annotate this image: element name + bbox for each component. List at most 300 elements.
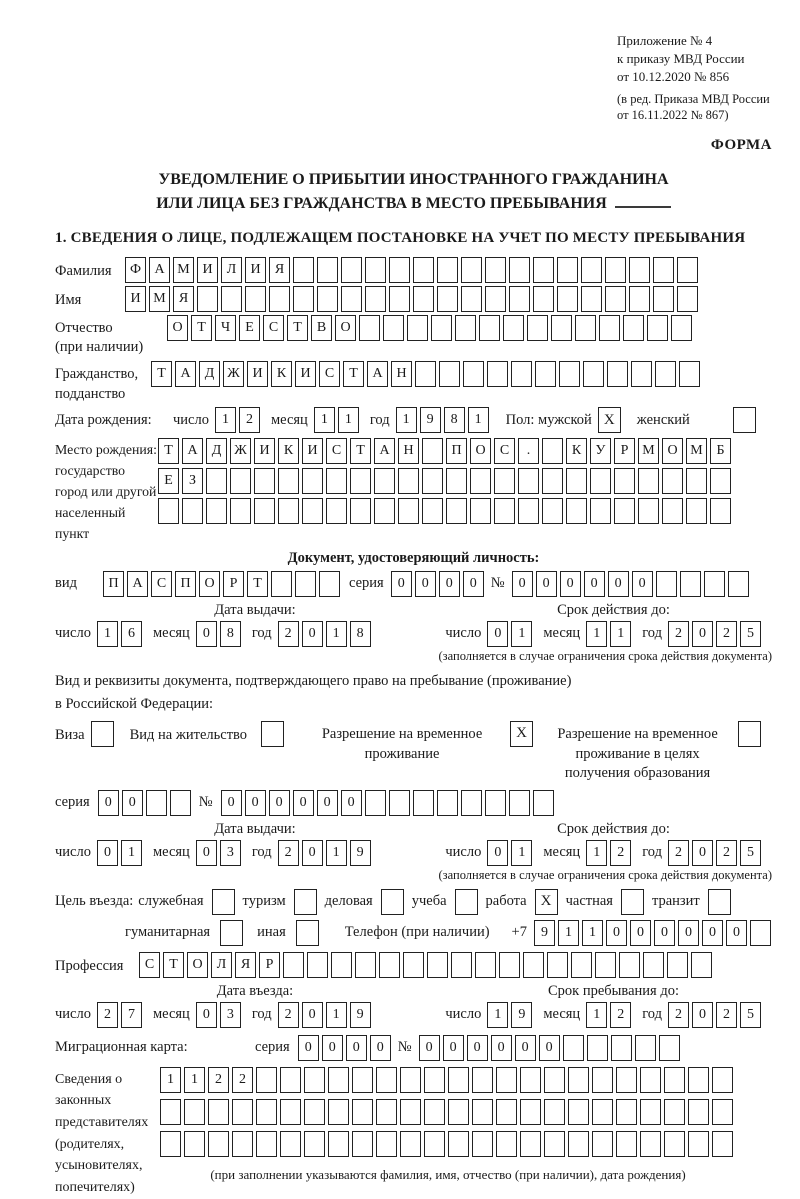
char-box[interactable]: 0 — [487, 840, 508, 866]
char-box[interactable]: 5 — [740, 1002, 761, 1028]
char-box[interactable]: 9 — [420, 407, 441, 433]
char-box[interactable] — [413, 790, 434, 816]
char-box[interactable]: 0 — [122, 790, 143, 816]
char-box[interactable] — [704, 571, 725, 597]
purpose-study-checkbox[interactable] — [455, 889, 478, 915]
char-box[interactable]: Ж — [223, 361, 244, 387]
char-box[interactable]: П — [103, 571, 124, 597]
char-box[interactable]: 0 — [302, 840, 323, 866]
char-box[interactable] — [206, 498, 227, 524]
char-box[interactable] — [520, 1067, 541, 1093]
char-box[interactable]: 2 — [278, 621, 299, 647]
char-box[interactable] — [448, 1067, 469, 1093]
char-box[interactable]: А — [175, 361, 196, 387]
char-box[interactable] — [146, 790, 167, 816]
char-box[interactable] — [680, 571, 701, 597]
char-box[interactable] — [599, 315, 620, 341]
char-box[interactable] — [230, 468, 251, 494]
char-box[interactable]: 0 — [726, 920, 747, 946]
char-box[interactable] — [664, 1131, 685, 1157]
purpose-other-checkbox[interactable] — [296, 920, 319, 946]
char-box[interactable] — [595, 952, 616, 978]
char-box[interactable] — [350, 498, 371, 524]
char-box[interactable] — [365, 286, 386, 312]
char-box[interactable]: 0 — [439, 571, 460, 597]
char-box[interactable]: 2 — [208, 1067, 229, 1093]
char-box[interactable]: 1 — [326, 1002, 347, 1028]
char-box[interactable] — [446, 468, 467, 494]
char-box[interactable] — [389, 790, 410, 816]
char-box[interactable]: С — [494, 438, 515, 464]
char-box[interactable]: П — [175, 571, 196, 597]
char-box[interactable]: В — [311, 315, 332, 341]
char-box[interactable]: И — [125, 286, 146, 312]
char-box[interactable]: 0 — [702, 920, 723, 946]
char-box[interactable] — [160, 1099, 181, 1125]
char-box[interactable] — [662, 468, 683, 494]
char-box[interactable] — [487, 361, 508, 387]
char-box[interactable]: 0 — [98, 790, 119, 816]
char-box[interactable] — [623, 315, 644, 341]
char-box[interactable] — [359, 315, 380, 341]
char-box[interactable] — [283, 952, 304, 978]
char-box[interactable]: 0 — [391, 571, 412, 597]
char-box[interactable]: 0 — [293, 790, 314, 816]
char-box[interactable]: Д — [199, 361, 220, 387]
char-box[interactable] — [331, 952, 352, 978]
char-box[interactable]: Т — [158, 438, 179, 464]
char-box[interactable] — [691, 952, 712, 978]
char-box[interactable]: Т — [163, 952, 184, 978]
char-box[interactable] — [575, 315, 596, 341]
char-box[interactable] — [383, 315, 404, 341]
char-box[interactable] — [422, 498, 443, 524]
char-box[interactable]: 5 — [740, 840, 761, 866]
sex-female-checkbox[interactable] — [733, 407, 756, 433]
char-box[interactable]: 0 — [322, 1035, 343, 1061]
char-box[interactable]: А — [374, 438, 395, 464]
char-box[interactable] — [607, 361, 628, 387]
char-box[interactable]: С — [151, 571, 172, 597]
char-box[interactable] — [509, 286, 530, 312]
char-box[interactable] — [350, 468, 371, 494]
char-box[interactable] — [640, 1131, 661, 1157]
char-box[interactable] — [446, 498, 467, 524]
char-box[interactable] — [256, 1067, 277, 1093]
char-box[interactable] — [374, 498, 395, 524]
char-box[interactable] — [616, 1067, 637, 1093]
char-box[interactable] — [712, 1067, 733, 1093]
char-box[interactable]: 2 — [278, 840, 299, 866]
char-box[interactable] — [352, 1067, 373, 1093]
char-box[interactable] — [379, 952, 400, 978]
char-box[interactable]: О — [662, 438, 683, 464]
char-box[interactable] — [326, 468, 347, 494]
char-box[interactable] — [557, 257, 578, 283]
char-box[interactable]: 0 — [463, 571, 484, 597]
purpose-humanitarian-checkbox[interactable] — [220, 920, 243, 946]
char-box[interactable]: 1 — [160, 1067, 181, 1093]
char-box[interactable] — [647, 315, 668, 341]
char-box[interactable]: 0 — [692, 1002, 713, 1028]
char-box[interactable]: 2 — [668, 840, 689, 866]
char-box[interactable] — [422, 468, 443, 494]
char-box[interactable]: Т — [247, 571, 268, 597]
char-box[interactable]: 9 — [534, 920, 555, 946]
char-box[interactable] — [667, 952, 688, 978]
char-box[interactable]: 9 — [350, 1002, 371, 1028]
char-box[interactable]: 1 — [558, 920, 579, 946]
char-box[interactable] — [184, 1099, 205, 1125]
char-box[interactable] — [160, 1131, 181, 1157]
char-box[interactable]: 1 — [314, 407, 335, 433]
purpose-business-checkbox[interactable] — [381, 889, 404, 915]
char-box[interactable] — [170, 790, 191, 816]
char-box[interactable] — [475, 952, 496, 978]
char-box[interactable]: И — [247, 361, 268, 387]
char-box[interactable]: О — [167, 315, 188, 341]
char-box[interactable]: М — [149, 286, 170, 312]
char-box[interactable] — [319, 571, 340, 597]
char-box[interactable] — [448, 1131, 469, 1157]
char-box[interactable] — [278, 468, 299, 494]
char-box[interactable]: 0 — [196, 1002, 217, 1028]
char-box[interactable]: 0 — [512, 571, 533, 597]
char-box[interactable]: 0 — [539, 1035, 560, 1061]
char-box[interactable] — [293, 286, 314, 312]
char-box[interactable] — [221, 286, 242, 312]
char-box[interactable] — [437, 257, 458, 283]
char-box[interactable] — [424, 1099, 445, 1125]
char-box[interactable] — [638, 468, 659, 494]
char-box[interactable] — [479, 315, 500, 341]
char-box[interactable] — [533, 257, 554, 283]
char-box[interactable] — [208, 1131, 229, 1157]
char-box[interactable]: Н — [391, 361, 412, 387]
char-box[interactable]: 0 — [608, 571, 629, 597]
char-box[interactable]: Ж — [230, 438, 251, 464]
char-box[interactable] — [407, 315, 428, 341]
char-box[interactable]: 0 — [341, 790, 362, 816]
char-box[interactable] — [158, 498, 179, 524]
char-box[interactable] — [424, 1131, 445, 1157]
char-box[interactable]: С — [326, 438, 347, 464]
char-box[interactable] — [677, 257, 698, 283]
char-box[interactable] — [653, 286, 674, 312]
char-box[interactable] — [592, 1067, 613, 1093]
char-box[interactable]: 1 — [396, 407, 417, 433]
char-box[interactable] — [451, 952, 472, 978]
char-box[interactable] — [439, 361, 460, 387]
char-box[interactable]: Е — [158, 468, 179, 494]
char-box[interactable] — [317, 257, 338, 283]
char-box[interactable]: 1 — [586, 1002, 607, 1028]
char-box[interactable] — [542, 498, 563, 524]
char-box[interactable] — [496, 1099, 517, 1125]
char-box[interactable] — [518, 468, 539, 494]
char-box[interactable] — [614, 498, 635, 524]
char-box[interactable] — [403, 952, 424, 978]
char-box[interactable] — [629, 257, 650, 283]
char-box[interactable] — [197, 286, 218, 312]
char-box[interactable]: А — [182, 438, 203, 464]
char-box[interactable] — [470, 468, 491, 494]
char-box[interactable] — [635, 1035, 656, 1061]
char-box[interactable] — [710, 498, 731, 524]
char-box[interactable]: Ч — [215, 315, 236, 341]
char-box[interactable] — [280, 1099, 301, 1125]
char-box[interactable]: 1 — [184, 1067, 205, 1093]
char-box[interactable]: Р — [223, 571, 244, 597]
char-box[interactable]: 0 — [415, 571, 436, 597]
char-box[interactable] — [208, 1099, 229, 1125]
char-box[interactable]: 1 — [582, 920, 603, 946]
char-box[interactable]: 3 — [220, 840, 241, 866]
char-box[interactable] — [389, 257, 410, 283]
char-box[interactable] — [317, 286, 338, 312]
char-box[interactable] — [355, 952, 376, 978]
char-box[interactable]: 0 — [630, 920, 651, 946]
char-box[interactable]: 1 — [121, 840, 142, 866]
char-box[interactable]: 1 — [511, 621, 532, 647]
char-box[interactable]: 7 — [121, 1002, 142, 1028]
char-box[interactable]: Р — [614, 438, 635, 464]
char-box[interactable] — [295, 571, 316, 597]
char-box[interactable]: 2 — [668, 1002, 689, 1028]
char-box[interactable]: К — [278, 438, 299, 464]
char-box[interactable] — [568, 1099, 589, 1125]
purpose-private-checkbox[interactable] — [621, 889, 644, 915]
char-box[interactable]: И — [254, 438, 275, 464]
char-box[interactable] — [533, 286, 554, 312]
temp-residence-permit-checkbox[interactable]: X — [510, 721, 533, 747]
char-box[interactable] — [304, 1131, 325, 1157]
char-box[interactable]: Л — [221, 257, 242, 283]
char-box[interactable]: 2 — [716, 840, 737, 866]
char-box[interactable]: 1 — [586, 840, 607, 866]
char-box[interactable]: 0 — [370, 1035, 391, 1061]
char-box[interactable] — [750, 920, 771, 946]
char-box[interactable] — [566, 498, 587, 524]
char-box[interactable] — [614, 468, 635, 494]
char-box[interactable] — [278, 498, 299, 524]
char-box[interactable]: 0 — [491, 1035, 512, 1061]
char-box[interactable] — [611, 1035, 632, 1061]
char-box[interactable] — [653, 257, 674, 283]
char-box[interactable] — [400, 1131, 421, 1157]
char-box[interactable] — [472, 1067, 493, 1093]
residence-permit-checkbox[interactable] — [261, 721, 284, 747]
char-box[interactable]: Т — [343, 361, 364, 387]
purpose-work-checkbox[interactable]: X — [535, 889, 558, 915]
char-box[interactable] — [455, 315, 476, 341]
char-box[interactable]: 6 — [121, 621, 142, 647]
char-box[interactable]: 0 — [654, 920, 675, 946]
char-box[interactable]: 5 — [740, 621, 761, 647]
char-box[interactable] — [461, 286, 482, 312]
char-box[interactable] — [304, 1067, 325, 1093]
char-box[interactable] — [710, 468, 731, 494]
char-box[interactable]: 1 — [511, 840, 532, 866]
char-box[interactable]: 0 — [560, 571, 581, 597]
char-box[interactable]: С — [263, 315, 284, 341]
char-box[interactable] — [494, 468, 515, 494]
char-box[interactable]: . — [518, 438, 539, 464]
char-box[interactable]: 0 — [302, 1002, 323, 1028]
char-box[interactable]: А — [127, 571, 148, 597]
char-box[interactable] — [527, 315, 548, 341]
char-box[interactable] — [400, 1067, 421, 1093]
char-box[interactable]: Т — [191, 315, 212, 341]
char-box[interactable]: 0 — [245, 790, 266, 816]
char-box[interactable] — [568, 1131, 589, 1157]
char-box[interactable] — [551, 315, 572, 341]
char-box[interactable]: С — [319, 361, 340, 387]
char-box[interactable]: 2 — [278, 1002, 299, 1028]
char-box[interactable] — [485, 257, 506, 283]
char-box[interactable] — [352, 1099, 373, 1125]
char-box[interactable] — [581, 257, 602, 283]
char-box[interactable]: 1 — [215, 407, 236, 433]
char-box[interactable]: Н — [398, 438, 419, 464]
char-box[interactable] — [230, 498, 251, 524]
char-box[interactable]: 0 — [269, 790, 290, 816]
char-box[interactable]: 0 — [487, 621, 508, 647]
char-box[interactable] — [376, 1099, 397, 1125]
char-box[interactable] — [547, 952, 568, 978]
char-box[interactable]: 2 — [232, 1067, 253, 1093]
char-box[interactable]: Т — [350, 438, 371, 464]
char-box[interactable] — [605, 257, 626, 283]
char-box[interactable] — [712, 1099, 733, 1125]
char-box[interactable] — [304, 1099, 325, 1125]
char-box[interactable] — [280, 1067, 301, 1093]
char-box[interactable] — [544, 1099, 565, 1125]
char-box[interactable] — [376, 1131, 397, 1157]
char-box[interactable] — [520, 1099, 541, 1125]
char-box[interactable] — [590, 498, 611, 524]
char-box[interactable] — [302, 468, 323, 494]
char-box[interactable]: 8 — [350, 621, 371, 647]
char-box[interactable]: 0 — [298, 1035, 319, 1061]
char-box[interactable]: 9 — [350, 840, 371, 866]
char-box[interactable]: 2 — [716, 1002, 737, 1028]
char-box[interactable] — [328, 1099, 349, 1125]
char-box[interactable]: 0 — [606, 920, 627, 946]
char-box[interactable]: К — [566, 438, 587, 464]
char-box[interactable]: 0 — [692, 840, 713, 866]
char-box[interactable] — [461, 257, 482, 283]
char-box[interactable] — [638, 498, 659, 524]
char-box[interactable] — [544, 1067, 565, 1093]
char-box[interactable]: Ф — [125, 257, 146, 283]
char-box[interactable]: 1 — [326, 840, 347, 866]
char-box[interactable] — [520, 1131, 541, 1157]
char-box[interactable]: М — [173, 257, 194, 283]
char-box[interactable]: 1 — [326, 621, 347, 647]
char-box[interactable]: О — [470, 438, 491, 464]
char-box[interactable] — [583, 361, 604, 387]
char-box[interactable]: 0 — [196, 840, 217, 866]
char-box[interactable] — [671, 315, 692, 341]
char-box[interactable] — [328, 1067, 349, 1093]
char-box[interactable] — [712, 1131, 733, 1157]
char-box[interactable]: 3 — [220, 1002, 241, 1028]
blank-underline[interactable] — [615, 195, 671, 208]
char-box[interactable]: Я — [269, 257, 290, 283]
char-box[interactable]: 0 — [97, 840, 118, 866]
char-box[interactable]: И — [245, 257, 266, 283]
char-box[interactable] — [659, 1035, 680, 1061]
char-box[interactable] — [376, 1067, 397, 1093]
char-box[interactable] — [389, 286, 410, 312]
char-box[interactable] — [424, 1067, 445, 1093]
char-box[interactable] — [472, 1099, 493, 1125]
char-box[interactable] — [509, 790, 530, 816]
char-box[interactable]: У — [590, 438, 611, 464]
char-box[interactable] — [413, 286, 434, 312]
char-box[interactable]: 1 — [487, 1002, 508, 1028]
char-box[interactable]: 8 — [444, 407, 465, 433]
char-box[interactable]: 0 — [536, 571, 557, 597]
char-box[interactable] — [523, 952, 544, 978]
char-box[interactable] — [431, 315, 452, 341]
edu-residence-permit-checkbox[interactable] — [738, 721, 761, 747]
char-box[interactable] — [413, 257, 434, 283]
char-box[interactable] — [643, 952, 664, 978]
char-box[interactable] — [571, 952, 592, 978]
char-box[interactable] — [485, 286, 506, 312]
char-box[interactable] — [472, 1131, 493, 1157]
char-box[interactable] — [365, 257, 386, 283]
char-box[interactable]: Р — [259, 952, 280, 978]
char-box[interactable] — [422, 438, 443, 464]
char-box[interactable]: 2 — [239, 407, 260, 433]
char-box[interactable]: И — [197, 257, 218, 283]
char-box[interactable] — [494, 498, 515, 524]
char-box[interactable] — [640, 1099, 661, 1125]
sex-male-checkbox[interactable]: X — [598, 407, 621, 433]
char-box[interactable] — [511, 361, 532, 387]
char-box[interactable] — [398, 498, 419, 524]
char-box[interactable] — [679, 361, 700, 387]
purpose-official-checkbox[interactable] — [212, 889, 235, 915]
char-box[interactable] — [581, 286, 602, 312]
char-box[interactable] — [677, 286, 698, 312]
char-box[interactable]: 0 — [692, 621, 713, 647]
char-box[interactable] — [518, 498, 539, 524]
char-box[interactable]: М — [686, 438, 707, 464]
char-box[interactable] — [499, 952, 520, 978]
char-box[interactable]: О — [199, 571, 220, 597]
char-box[interactable] — [293, 257, 314, 283]
char-box[interactable] — [688, 1067, 709, 1093]
char-box[interactable] — [206, 468, 227, 494]
char-box[interactable] — [463, 361, 484, 387]
char-box[interactable]: Я — [173, 286, 194, 312]
char-box[interactable]: К — [271, 361, 292, 387]
char-box[interactable] — [587, 1035, 608, 1061]
char-box[interactable]: 0 — [317, 790, 338, 816]
char-box[interactable]: 0 — [302, 621, 323, 647]
char-box[interactable] — [566, 468, 587, 494]
char-box[interactable]: 1 — [97, 621, 118, 647]
char-box[interactable] — [374, 468, 395, 494]
char-box[interactable] — [485, 790, 506, 816]
char-box[interactable] — [664, 1099, 685, 1125]
char-box[interactable] — [542, 468, 563, 494]
char-box[interactable]: 0 — [632, 571, 653, 597]
